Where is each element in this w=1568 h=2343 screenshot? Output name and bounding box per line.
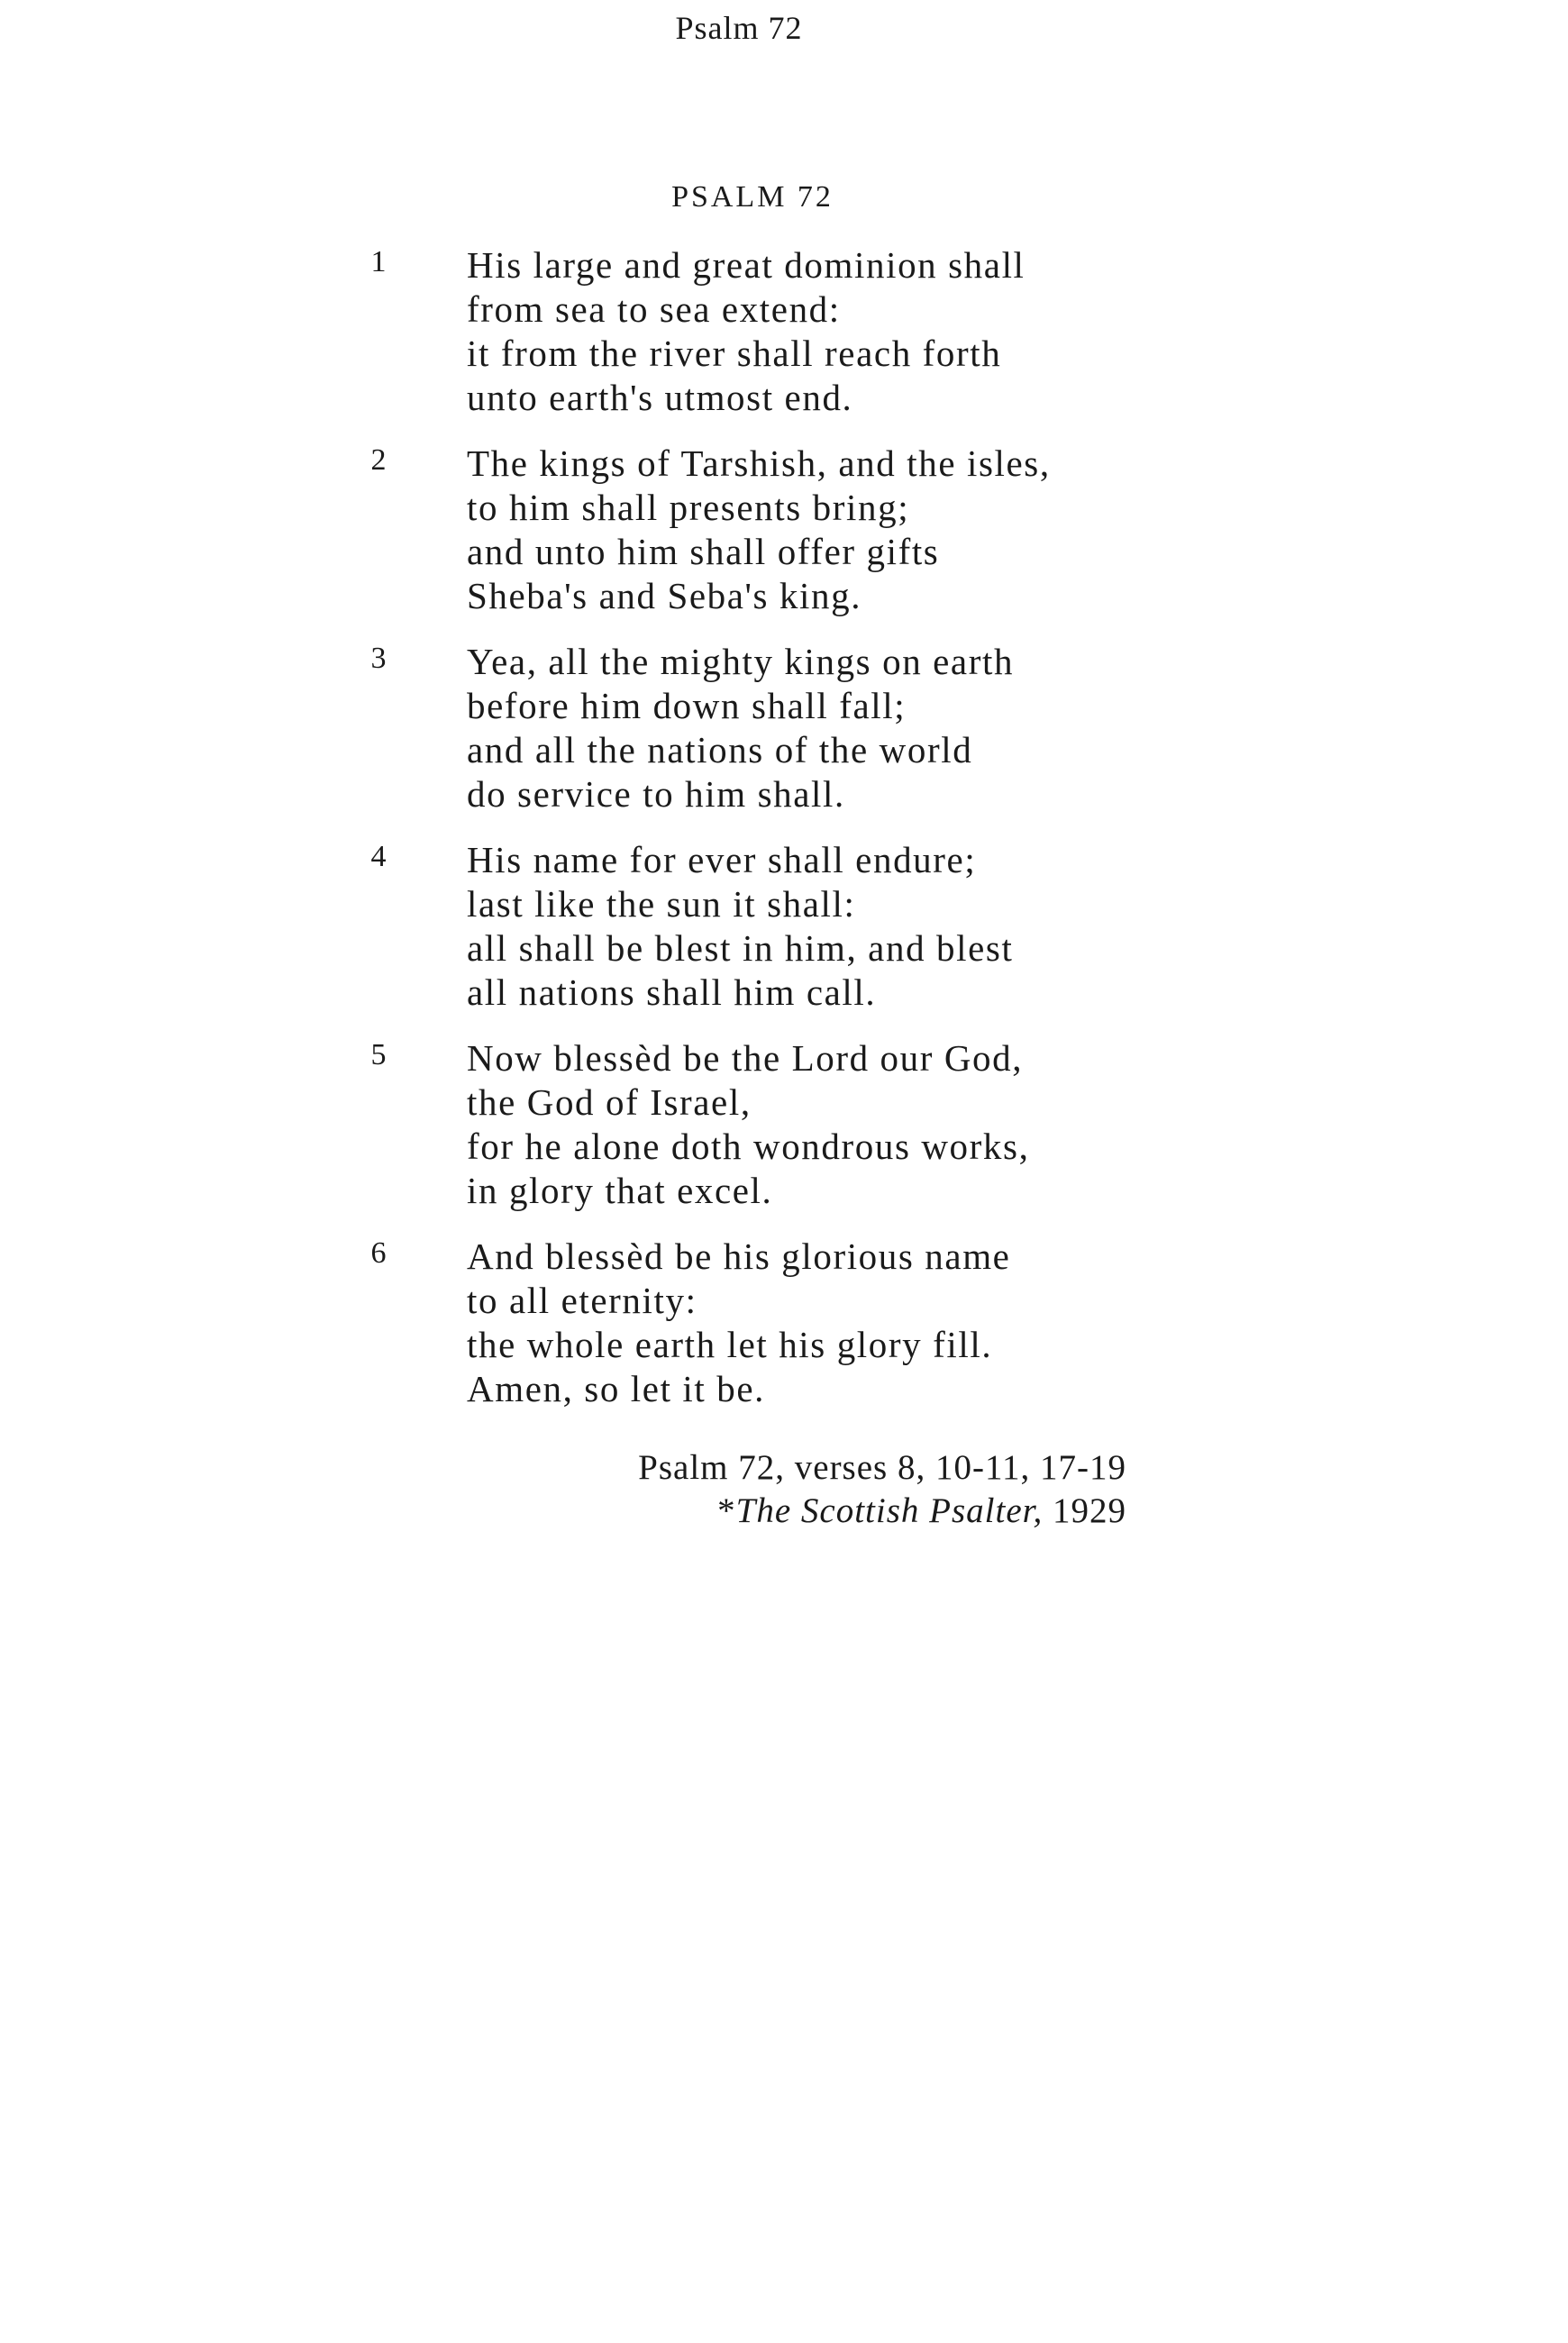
verse-1 [360, 243, 1171, 420]
running-head: Psalm 72 [675, 10, 803, 46]
source-asterisk: * [717, 1491, 736, 1530]
verse-line: do service to him shall. [467, 773, 845, 815]
verse-line: it from the river shall reach forth [467, 333, 1002, 374]
verse-line: last like the sun it shall: [467, 883, 856, 925]
verse-line: the whole earth let his glory fill. [467, 1324, 993, 1365]
attribution [541, 1446, 1126, 1533]
source-title: The Scottish Psalter, [735, 1491, 1044, 1530]
verse-lines [467, 838, 1171, 1015]
verse-5 [360, 1036, 1171, 1213]
verse-line: Sheba's and Seba's king. [467, 575, 862, 616]
verse-line: The kings of Tarshish, and the isles, [467, 442, 1051, 484]
verse-4 [360, 838, 1171, 1015]
verse-line: in glory that excel. [467, 1170, 773, 1211]
verse-line: to him shall presents bring; [467, 487, 910, 528]
verse-line: His large and great dominion shall [467, 244, 1026, 286]
verse-line: all nations shall him call. [467, 971, 877, 1013]
verse-number: 1 [370, 245, 387, 278]
verse-number: 5 [370, 1038, 387, 1071]
verse-line: unto earth's utmost end. [467, 377, 853, 418]
verse-6 [360, 1235, 1171, 1411]
verse-3 [360, 640, 1171, 816]
verse-number: 4 [370, 840, 387, 873]
verse-line: for he alone doth wondrous works, [467, 1126, 1030, 1167]
verse-line: Yea, all the mighty kings on earth [467, 641, 1015, 682]
source-credit [541, 1490, 1126, 1533]
psalm-title: PSALM 72 [671, 180, 834, 214]
verse-lines [467, 1235, 1171, 1411]
source-year: 1929 [1053, 1491, 1126, 1530]
verse-2 [360, 442, 1171, 618]
verse-number: 2 [370, 443, 387, 477]
verse-number: 6 [370, 1236, 387, 1270]
verse-line: to all eternity: [467, 1280, 697, 1321]
verse-line: Now blessèd be the Lord our God, [467, 1037, 1024, 1079]
scripture-reference: Psalm 72, verses 8, 10-11, 17-19 [638, 1448, 1126, 1487]
verse-lines [467, 640, 1171, 816]
verse-line: the God of Israel, [467, 1081, 752, 1123]
verse-lines [467, 243, 1171, 420]
verse-line: from sea to sea extend: [467, 288, 841, 330]
verse-line: His name for ever shall endure; [467, 839, 977, 880]
verse-number: 3 [370, 642, 387, 675]
verse-line: all shall be blest in him, and blest [467, 927, 1014, 969]
verse-lines [467, 442, 1171, 618]
verse-line: and all the nations of the world [467, 729, 973, 770]
verse-line: Amen, so let it be. [467, 1368, 766, 1409]
verse-line: before him down shall fall; [467, 685, 907, 726]
verse-line: And blessèd be his glorious name [467, 1235, 1011, 1277]
verses-block [360, 243, 1171, 1433]
verse-line: and unto him shall offer gifts [467, 531, 940, 572]
verse-lines [467, 1036, 1171, 1213]
